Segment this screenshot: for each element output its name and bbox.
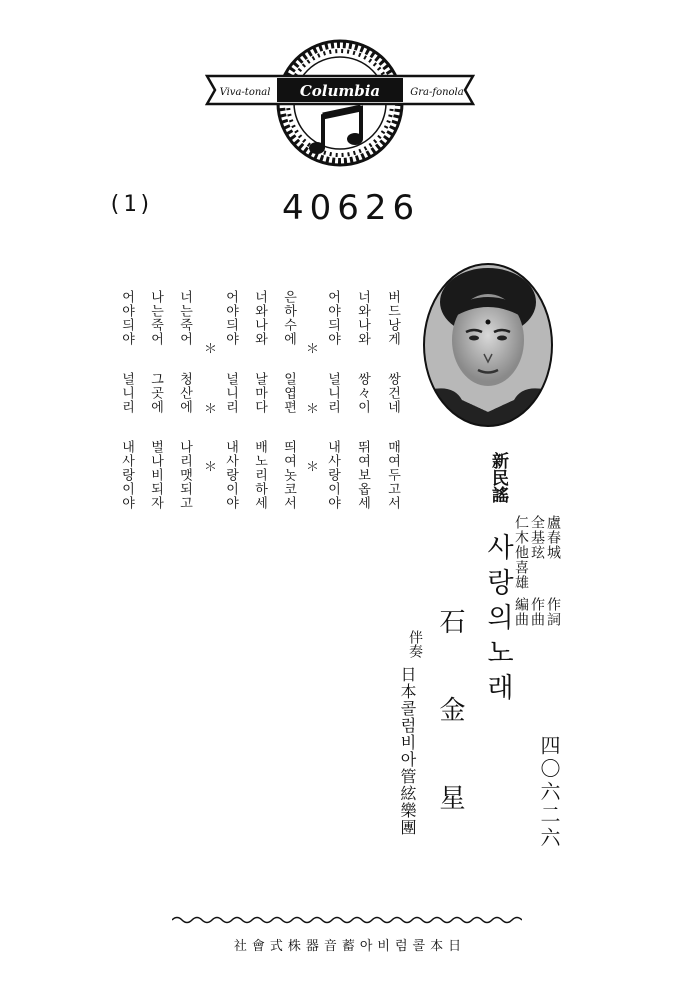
decorative-rule [172, 915, 522, 925]
lyric-segment: 뛰여보옵세 [355, 440, 370, 510]
lyric-segment: 어야듸야 [119, 290, 134, 346]
lyric-segment: 날마다 [252, 372, 267, 414]
logo-right-text: Gra-fonola [410, 87, 464, 98]
lyric-segment: 내사랑이야 [119, 440, 134, 510]
singer-portrait [422, 262, 554, 428]
lyric-segment: 매여두고서 [385, 440, 400, 510]
lyric-segment: 청산에 [177, 372, 192, 414]
lyric-line [326, 290, 339, 510]
stanza-separator: ＊ [306, 342, 320, 357]
song-title: 사랑의노래 [482, 533, 513, 708]
stanza-separator: ＊ [204, 460, 218, 475]
lyric-segment: 너와나와 [355, 290, 370, 346]
arranger-role: 編曲 [513, 597, 529, 627]
catalog-number-hanja: 四〇六二六 [537, 735, 561, 850]
lyric-segment: 그곳에 [148, 372, 163, 414]
artist-name: 石金星 [435, 608, 465, 872]
lyric-segment: 일엽편 [281, 372, 296, 414]
lyric-segment: 어야듸야 [325, 290, 340, 346]
stanza-separator: ＊ [306, 402, 320, 417]
columbia-logo [205, 38, 475, 168]
lyric-segment: 쌍건네 [385, 372, 400, 414]
lyric-segment: 쌍々이 [355, 372, 370, 414]
page-index: (1) [108, 192, 154, 217]
lyric-segment: 배노리하세 [252, 440, 267, 510]
stanza-separator: ＊ [204, 402, 218, 417]
stanza-separator: ＊ [306, 460, 320, 475]
lyric-segment: 벌나비되자 [148, 440, 163, 510]
lyric-segment: 널니리 [325, 372, 340, 414]
catalog-number: 40626 [282, 188, 421, 228]
lyric-line [224, 290, 237, 510]
lyric-line [386, 290, 399, 510]
lyricist-name: 盧春城 [545, 515, 561, 560]
arranger-name: 仁木他喜雄 [513, 515, 529, 590]
lyric-segment: 은하수에 [281, 290, 296, 346]
lyric-segment: 널니리 [223, 372, 238, 414]
lyric-segment: 널니리 [119, 372, 134, 414]
lyric-line [120, 290, 133, 510]
lyricist-role: 作詞 [545, 597, 561, 627]
composer-role: 作曲 [529, 597, 545, 627]
lyric-segment: 내사랑이야 [325, 440, 340, 510]
logo-left-text: Viva-tonal [219, 87, 271, 98]
lyric-segment: 내사랑이야 [223, 440, 238, 510]
lyric-segment: 띄여놋코서 [281, 440, 296, 510]
lyric-segment: 나리맷되고 [177, 440, 192, 510]
accompaniment-label: 伴奏 [407, 630, 423, 658]
lyric-segment: 어야듸야 [223, 290, 238, 346]
lyric-segment: 너와나와 [252, 290, 267, 346]
logo-center-text: Columbia [299, 82, 381, 100]
lyric-segment: 나는죽어 [148, 290, 163, 346]
lyric-line [282, 290, 295, 510]
lyric-line [149, 290, 162, 510]
composer-name: 全基玹 [529, 515, 545, 560]
lyric-line [178, 290, 191, 510]
genre-label: 新民謠 [488, 452, 508, 503]
stanza-separator: ＊ [204, 342, 218, 357]
lyric-segment: 버드낭게 [385, 290, 400, 346]
accompaniment-name: 日本콜럼비아管絃樂團 [398, 666, 417, 836]
lyric-line [253, 290, 266, 510]
lyric-segment: 너는죽어 [177, 290, 192, 346]
lyric-line [356, 290, 369, 510]
publisher-name: 日本콜럼비아蓄音器株式會社 [233, 939, 467, 954]
